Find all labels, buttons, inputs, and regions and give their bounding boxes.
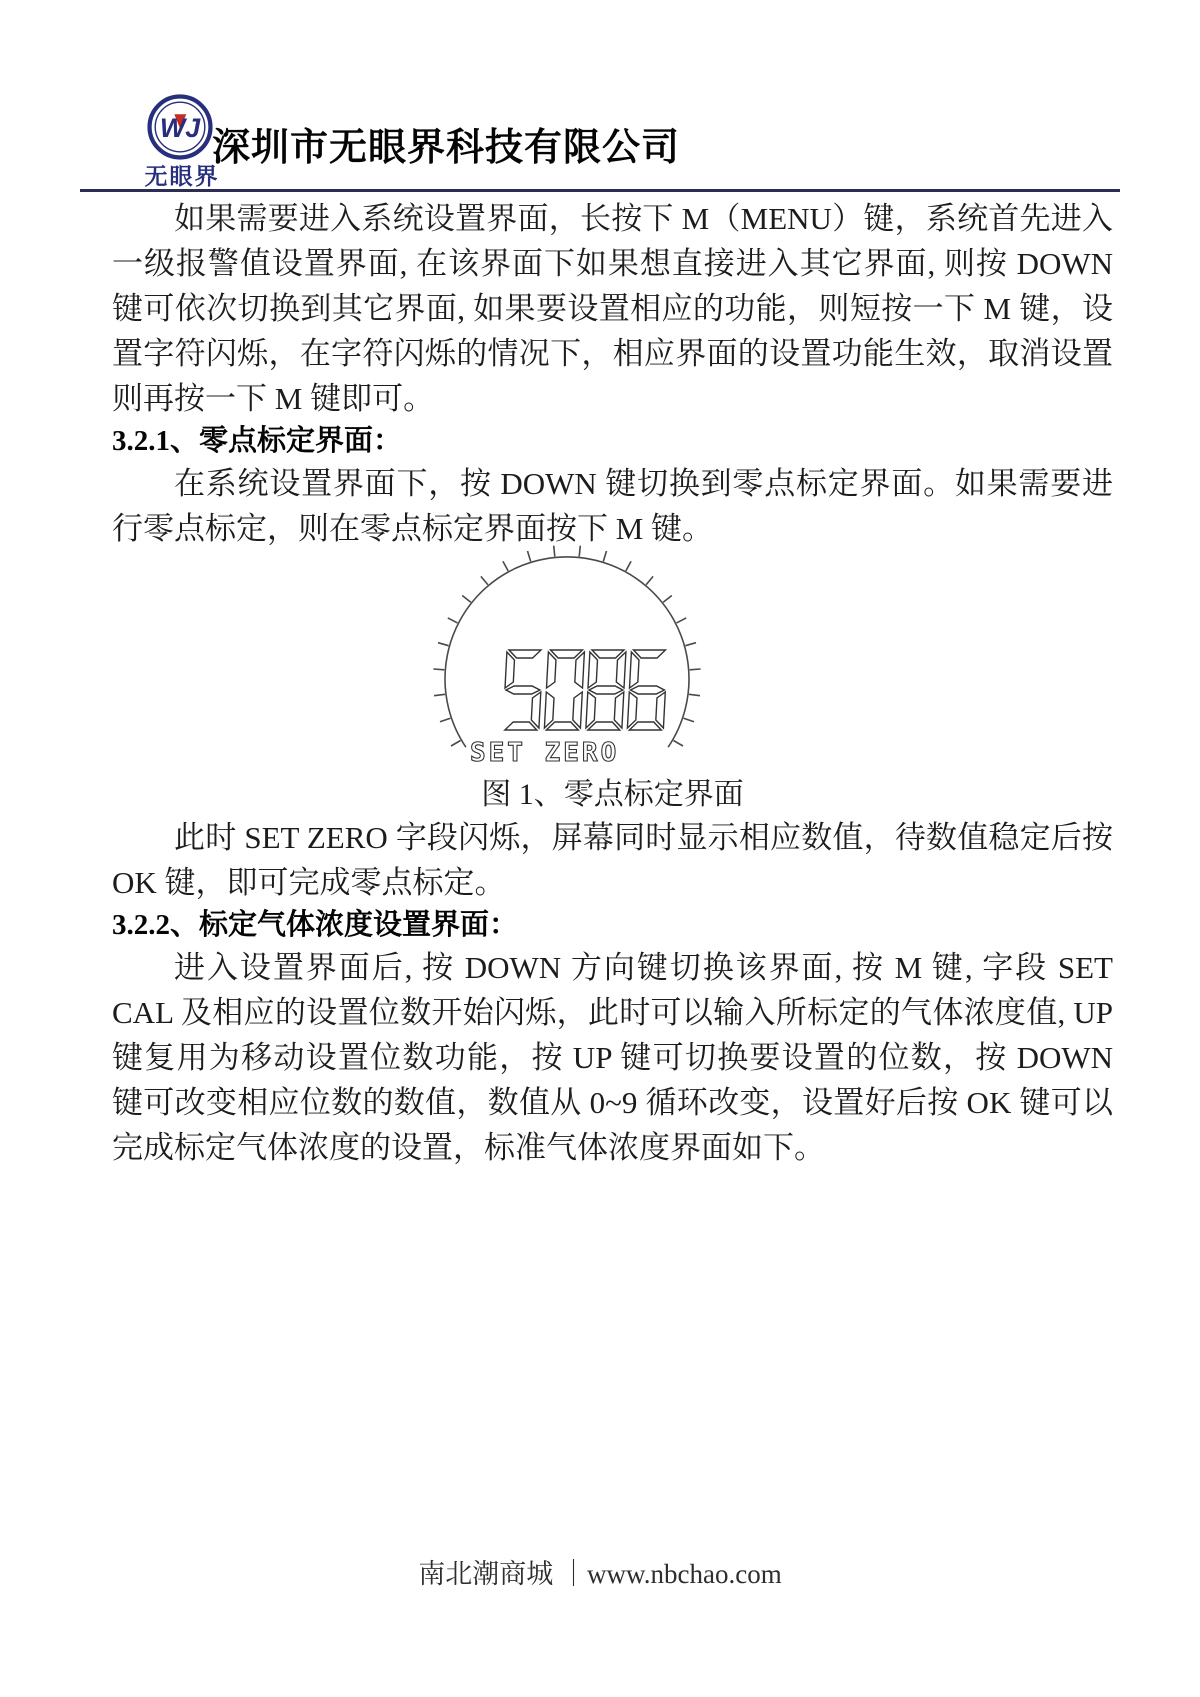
- header-rule: [80, 189, 1120, 192]
- gauge-tick: [646, 576, 653, 584]
- gauge-tick: [438, 643, 449, 646]
- gauge-tick: [685, 643, 696, 646]
- section-321-heading: 3.2.1、零点标定界面：: [112, 425, 403, 457]
- logo-brand-text: 无眼界: [144, 163, 220, 189]
- gauge-tick: [481, 576, 488, 584]
- gauge-tick: [674, 741, 684, 747]
- seven-segment-digit: [627, 650, 667, 730]
- seven-segment-digit: [544, 650, 584, 730]
- section-321-after-figure: 此时 SET ZERO 字段闪烁，屏幕同时显示相应数值，待数值稳定后按 OK 键，即可完成零点标定。: [112, 820, 1113, 900]
- document-body: [112, 196, 1113, 1170]
- gauge-tick: [603, 551, 606, 562]
- section-322-heading: 3.2.2、标定气体浓度设置界面：: [112, 909, 519, 941]
- gauge-tick: [448, 618, 458, 623]
- gauge-tick: [503, 561, 508, 571]
- gauge-tick: [690, 669, 701, 670]
- gauge-tick: [462, 596, 471, 603]
- company-name: 深圳市无眼界科技有限公司: [212, 127, 681, 169]
- logo-monogram: WJ: [159, 112, 201, 143]
- figure-caption: 图 1、零点标定界面: [481, 778, 744, 811]
- gauge-tick: [528, 551, 531, 562]
- gauge-arc: [445, 557, 689, 747]
- seven-segment-digit: [586, 650, 626, 730]
- gauge-tick: [451, 741, 461, 747]
- zero-calibration-figure: [112, 545, 1113, 815]
- company-logo-icon: [146, 93, 214, 161]
- gauge-tick: [579, 546, 580, 557]
- gauge-display-figure: [427, 545, 707, 773]
- gauge-tick: [440, 718, 450, 722]
- gauge-tick: [434, 694, 445, 695]
- gauge-tick: [689, 694, 700, 695]
- gauge-tick: [433, 669, 444, 670]
- gauge-tick: [677, 618, 687, 623]
- gauge-tick: [663, 596, 672, 603]
- gauge-tick: [684, 718, 694, 722]
- intro-paragraph: 如果需要进入系统设置界面，长按下 M（MENU）键，系统首先进入一级报警值设置界面, 在该界面下如果想直接进入其它界面, 则按 DOWN 键可依次切换到其它界面, 如果要设置相应的功能，则短按一下 M 键，设置字符闪烁，在字符闪烁的情况下，相应界面的设置功能生效，取消设置则再按一下 M 键即可。: [112, 201, 1113, 416]
- gauge-tick: [626, 561, 631, 571]
- seven-segment-digit: [503, 650, 543, 730]
- section-321-body: 在系统设置界面下，按 DOWN 键切换到零点标定界面。如果需要进行零点标定，则在零点标定界面按下 M 键。: [112, 466, 1113, 546]
- page-footer: 南北潮商城 ｜www.nbchao.com: [418, 1559, 782, 1589]
- gauge-tick: [554, 546, 555, 557]
- lcd-set-zero-label: SET ZERO: [470, 738, 620, 768]
- section-322-body: 进入设置界面后, 按 DOWN 方向键切换该界面, 按 M 键, 字段 SET CAL 及相应的设置位数开始闪烁，此时可以输入所标定的气体浓度值, UP 键复用为移动设置位数功能，按 UP 键可切换要设置的位数，按 DOWN 键可改变相应位数的数值，数值从 0~9 循环改变，设置好后按 OK 键可以完成标定气体浓度的设置，标准气体浓度界面如下。: [112, 950, 1113, 1165]
